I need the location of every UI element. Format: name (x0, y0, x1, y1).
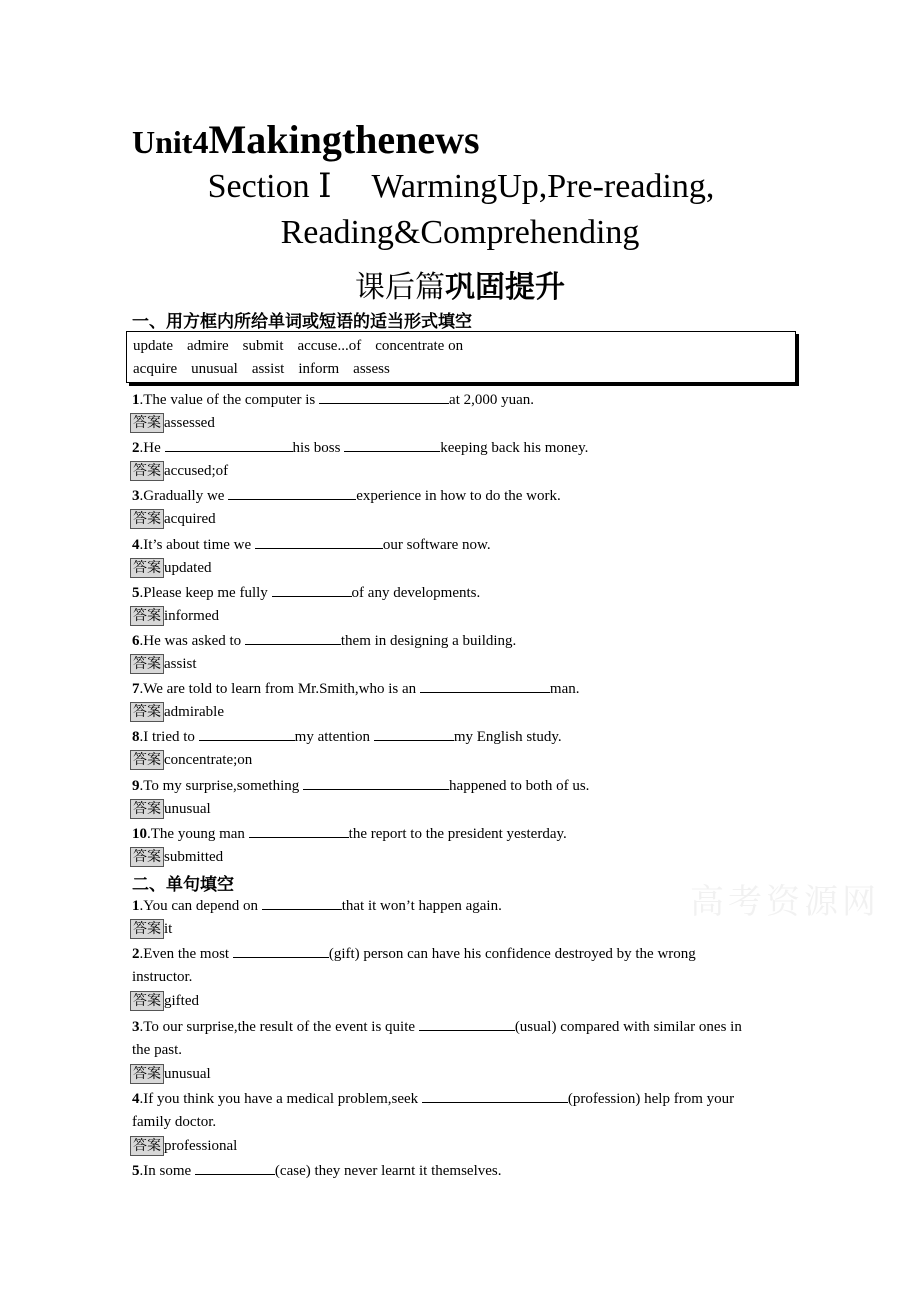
answer-5: 答案 informed (130, 606, 219, 626)
answer-blank[interactable] (199, 726, 295, 741)
answer-6: 答案 assist (130, 654, 197, 674)
word-row-1 (133, 338, 477, 355)
answer-blank[interactable] (245, 630, 341, 645)
part2-answer-4: 答案 professional (130, 1136, 237, 1156)
unit-name: Makingthenews (208, 117, 480, 162)
answer-4: 答案 updated (130, 558, 211, 578)
answer-blank[interactable] (255, 534, 383, 549)
answer-blank[interactable] (262, 895, 342, 910)
part2-answer-3: 答案 unusual (130, 1064, 211, 1084)
answer-blank[interactable] (233, 943, 329, 958)
answer-badge: 答案 (130, 991, 164, 1011)
answer-10: 答案 submitted (130, 847, 223, 867)
answer-blank[interactable] (272, 582, 352, 597)
answer-blank[interactable] (228, 485, 356, 500)
part2-question-3-cont: the past. (132, 1042, 182, 1058)
answer-blank[interactable] (422, 1088, 568, 1103)
answer-7: 答案 admirable (130, 702, 224, 722)
part2-question-2-cont: instructor. (132, 969, 193, 985)
subtitle (0, 262, 920, 306)
question-5: 5.Please keep me fully of any developments. (132, 582, 480, 603)
word-item: admire (186, 338, 229, 354)
question-2: 2.He his boss keeping back his money. (132, 437, 588, 458)
answer-badge: 答案 (130, 558, 164, 578)
part2-answer-1: 答案 it (130, 919, 172, 939)
part2-question-5: 5.In some (case) they never learnt it themselves. (132, 1160, 502, 1181)
word-item: acquire (133, 361, 178, 377)
word-item: assess (353, 361, 390, 377)
word-item: assist (251, 361, 285, 377)
word-box (126, 331, 796, 383)
unit-title (132, 116, 480, 163)
part2-question-4: 4.If you think you have a medical problem,seek (profession) help from your (132, 1088, 734, 1109)
word-item: unusual (191, 361, 238, 377)
subtitle-normal: 课后篇 (355, 270, 445, 305)
word-item: update (133, 338, 173, 354)
answer-blank[interactable] (419, 1016, 515, 1031)
question-10: 10.The young man the report to the president yesterday. (132, 823, 567, 844)
subtitle-bold: 巩固提升 (445, 270, 565, 305)
watermark: 高考资源网 (690, 882, 880, 922)
word-item: concentrate on (375, 338, 464, 354)
answer-2: 答案 accused;of (130, 461, 228, 481)
answer-badge: 答案 (130, 799, 164, 819)
answer-3: 答案 acquired (130, 509, 216, 529)
answer-badge: 答案 (130, 413, 164, 433)
answer-badge: 答案 (130, 919, 164, 939)
word-item: inform (298, 361, 340, 377)
answer-blank[interactable] (165, 437, 293, 452)
answer-8: 答案 concentrate;on (130, 750, 252, 770)
question-9: 9.To my surprise,something happened to both of us. (132, 775, 589, 796)
answer-badge: 答案 (130, 654, 164, 674)
answer-badge: 答案 (130, 606, 164, 626)
question-6: 6.He was asked to them in designing a building. (132, 630, 516, 651)
answer-badge: 答案 (130, 750, 164, 770)
answer-blank[interactable] (319, 389, 449, 404)
answer-blank[interactable] (420, 678, 550, 693)
question-8: 8.I tried to my attention my English study. (132, 726, 562, 747)
answer-blank[interactable] (249, 823, 349, 838)
answer-badge: 答案 (130, 509, 164, 529)
answer-badge: 答案 (130, 1064, 164, 1084)
word-item: submit (242, 338, 284, 354)
part2-question-4-cont: family doctor. (132, 1114, 217, 1130)
part2-heading: 二、单句填空 (132, 875, 234, 895)
section-title-line2: Reading&Comprehending (280, 214, 640, 251)
answer-9: 答案 unusual (130, 799, 211, 819)
answer-blank[interactable] (303, 775, 449, 790)
answer-blank[interactable] (344, 437, 440, 452)
question-7: 7.We are told to learn from Mr.Smith,who is an man. (132, 678, 580, 699)
answer-1: 答案 assessed (130, 413, 215, 433)
word-row-2 (133, 361, 404, 378)
answer-blank[interactable] (195, 1160, 275, 1175)
question-4: 4.It’s about time we our software now. (132, 534, 491, 555)
answer-badge: 答案 (130, 847, 164, 867)
part2-question-1: 1.You can depend on that it won’t happen again. (132, 895, 502, 916)
part2-question-2: 2.Even the most (gift) person can have his confidence destroyed by the wrong (132, 943, 696, 964)
section-title-line1 (0, 166, 920, 206)
question-1: 1.The value of the computer is at 2,000 yuan. (132, 389, 534, 410)
section-number: Section Ⅰ (207, 168, 332, 205)
part1-heading: 一、用方框内所给单词或短语的适当形式填空 (132, 312, 472, 332)
question-3: 3.Gradually we experience in how to do the work. (132, 485, 561, 506)
part2-question-3: 3.To our surprise,the result of the event is quite (usual) compared with similar ones in (132, 1016, 742, 1037)
answer-badge: 答案 (130, 1136, 164, 1156)
answer-blank[interactable] (374, 726, 454, 741)
unit-number: Unit4 (132, 124, 209, 160)
section-title-a: WarmingUp,Pre-reading, (371, 168, 715, 205)
answer-badge: 答案 (130, 702, 164, 722)
answer-badge: 答案 (130, 461, 164, 481)
part2-answer-2: 答案 gifted (130, 991, 199, 1011)
word-item: accuse...of (297, 338, 362, 354)
